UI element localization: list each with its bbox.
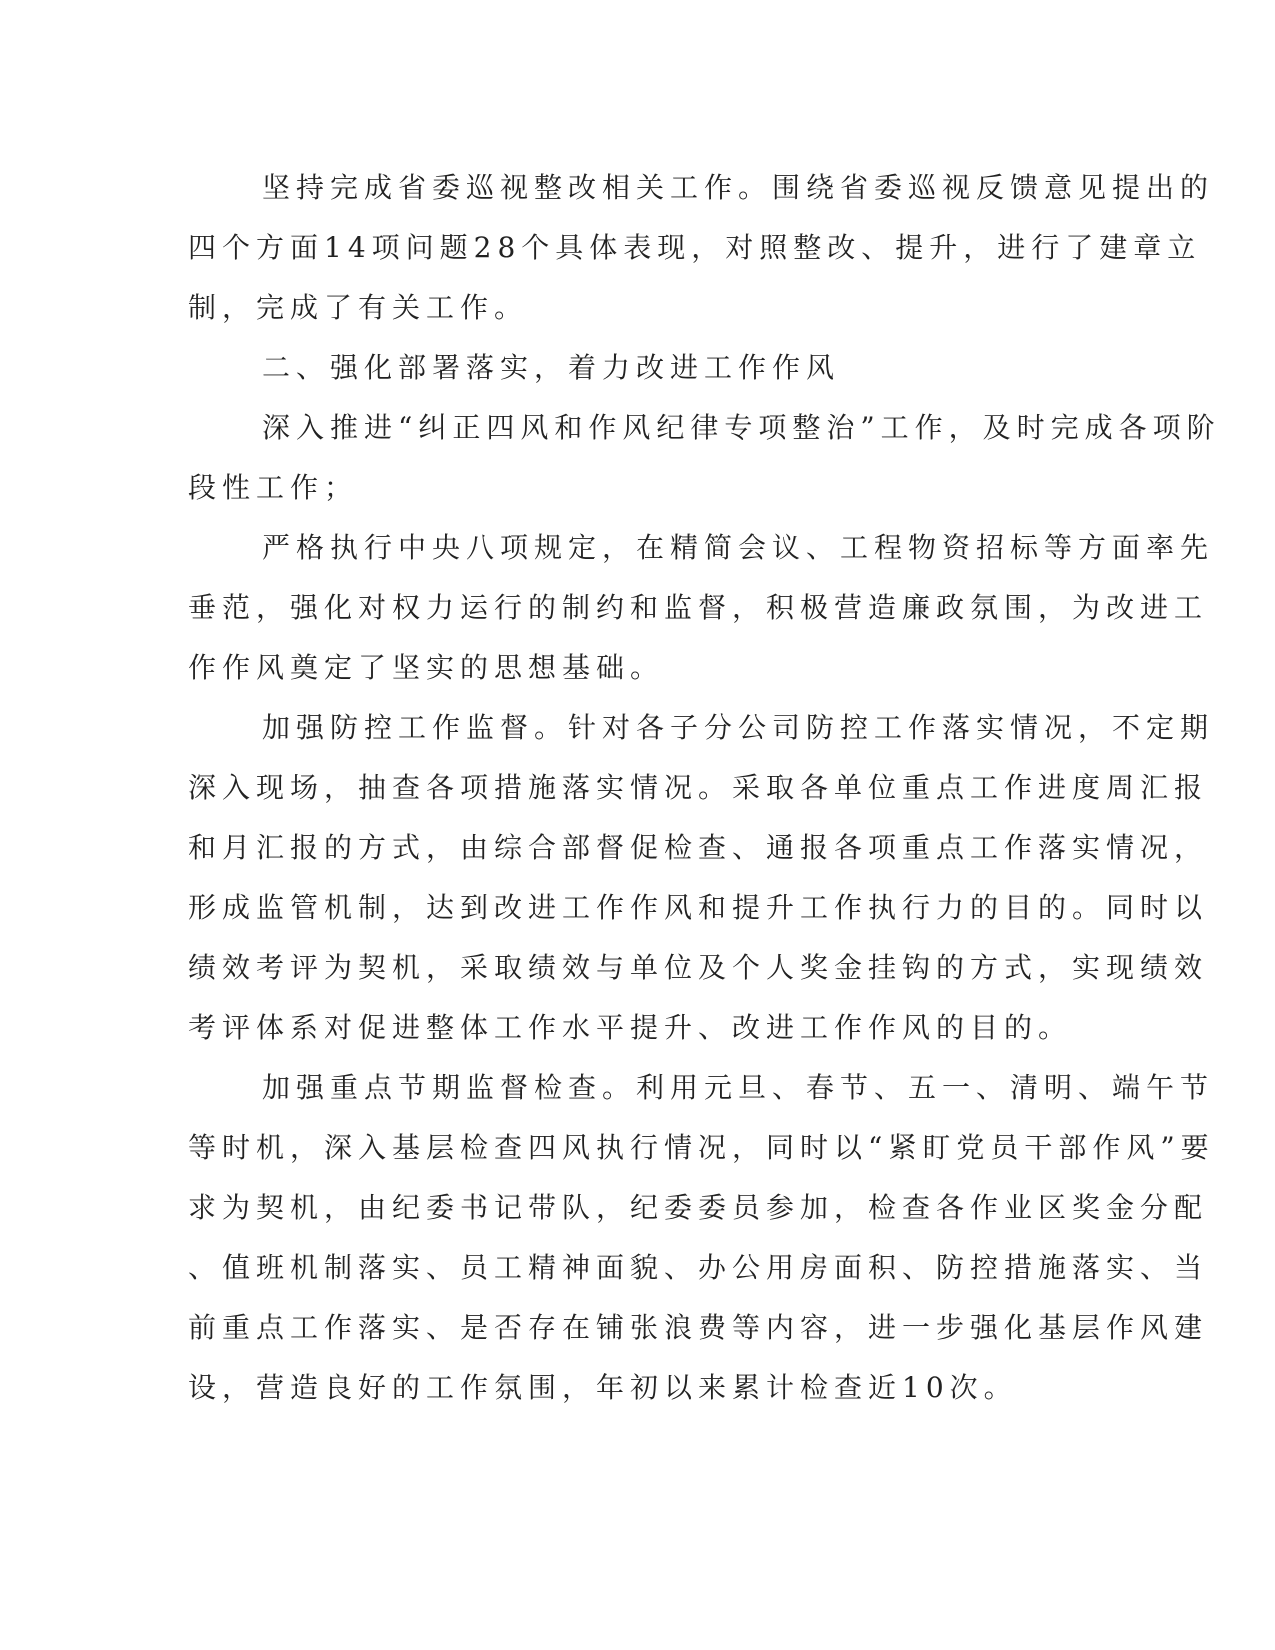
section-heading: 二、强化部署落实，着力改进工作作风: [262, 351, 841, 384]
paragraph-line: 垂范，强化对权力运行的制约和监督，积极营造廉政氛围，为改进工: [188, 591, 1209, 624]
paragraph-line: 严格执行中央八项规定，在精简会议、工程物资招标等方面率先: [262, 531, 1215, 564]
paragraph-line: 绩效考评为契机，采取绩效与单位及个人奖金挂钩的方式，实现绩效: [188, 951, 1209, 984]
paragraph-line: 和月汇报的方式，由综合部督促检查、通报各项重点工作落实情况，: [188, 831, 1209, 864]
paragraph-line: 加强防控工作监督。针对各子分公司防控工作落实情况，不定期: [262, 711, 1215, 744]
paragraph-line: 深入推进“纠正四风和作风纪律专项整治”工作，及时完成各项阶: [262, 411, 1221, 444]
paragraph-line: 设，营造良好的工作氛围，年初以来累计检查近10次。: [188, 1371, 1018, 1404]
paragraph-line: 坚持完成省委巡视整改相关工作。围绕省委巡视反馈意见提出的: [262, 171, 1215, 204]
paragraph-line: 前重点工作落实、是否存在铺张浪费等内容，进一步强化基层作风建: [188, 1311, 1209, 1344]
paragraph-line: 、值班机制落实、员工精神面貌、办公用房面积、防控措施落实、当: [188, 1251, 1209, 1284]
paragraph-line: 加强重点节期监督检查。利用元旦、春节、五一、清明、端午节: [262, 1071, 1215, 1104]
paragraph-line: 求为契机，由纪委书记带队，纪委委员参加，检查各作业区奖金分配: [188, 1191, 1209, 1224]
paragraph-line: 等时机，深入基层检查四风执行情况，同时以“紧盯党员干部作风”要: [188, 1131, 1215, 1164]
paragraph-line: 深入现场，抽查各项措施落实情况。采取各单位重点工作进度周汇报: [188, 771, 1209, 804]
paragraph-line: 四个方面14项问题28个具体表现，对照整改、提升，进行了建章立: [188, 231, 1202, 264]
paragraph-line: 制，完成了有关工作。: [188, 291, 529, 324]
paragraph-line: 形成监管机制，达到改进工作作风和提升工作执行力的目的。同时以: [188, 891, 1209, 924]
paragraph-line: 作作风奠定了坚实的思想基础。: [188, 651, 665, 684]
paragraph-line: 考评体系对促进整体工作水平提升、改进工作作风的目的。: [188, 1011, 1073, 1044]
document-body: [188, 158, 1221, 1418]
paragraph-line: 段性工作；: [188, 471, 359, 504]
